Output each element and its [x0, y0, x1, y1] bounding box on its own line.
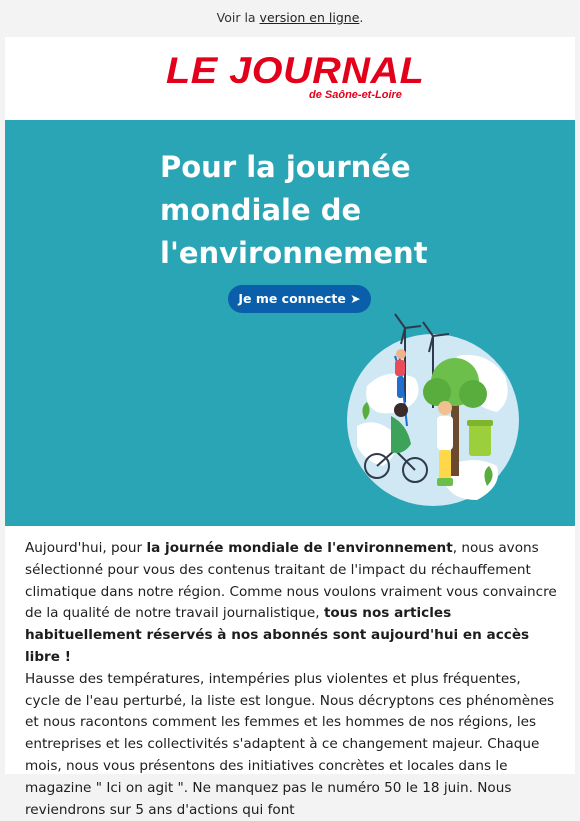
- view-online-bar: [0, 0, 580, 36]
- hero-banner: [5, 120, 575, 526]
- view-online-prefix: Voir la: [216, 10, 260, 25]
- earth-illustration: [337, 316, 529, 516]
- hero-title: Pour la journée mondiale de l'environnement: [160, 150, 428, 270]
- header-logo[interactable]: [5, 37, 575, 120]
- view-online-suffix: .: [359, 10, 364, 25]
- intro-start: Aujourd'hui, pour: [25, 540, 147, 556]
- intro-bold-event: la journée mondiale de l'environnement: [146, 540, 453, 556]
- climate-paragraph: Hausse des températures, intempéries plus violentes et plus fréquentes, cycle de l'eau perturbé, la liste est longue. Nous décryptons ces phénomènes et nous racontons comment les femmes et les hommes de nos régions, les entreprises et les collectivités s'adaptent à ce changement majeur. Chaque mois, nous vous présentons des initiatives concrètes et locales dans le magazine " Ici on agit ". Ne manquez pas le numéro 50 le 18 juin. Nous reviendrons sur 5 ans d'actions qui font: [25, 670, 555, 818]
- view-online-link[interactable]: version en ligne: [259, 10, 360, 25]
- logo-subtitle: de Saône-et-Loire: [309, 89, 402, 101]
- email-card: [5, 37, 575, 818]
- intro-paragraph: [25, 538, 557, 669]
- intro-bold-free-access: tous nos articles habituellement réservés à nos abonnés sont aujourd'hui en accès libre !: [25, 605, 530, 665]
- intro-middle: , nous avons sélectionné pour vous des contenus traitant de l'impact du réchauffement climatique dans notre région. Comme nous voulons vraiment vous convaincre de la qualité de notre travail journalistique,: [25, 540, 557, 622]
- logo-wordmark: LE JOURNAL: [166, 50, 425, 91]
- article-intro: [25, 538, 557, 821]
- login-button[interactable]: Je me connecte ➤: [228, 285, 371, 313]
